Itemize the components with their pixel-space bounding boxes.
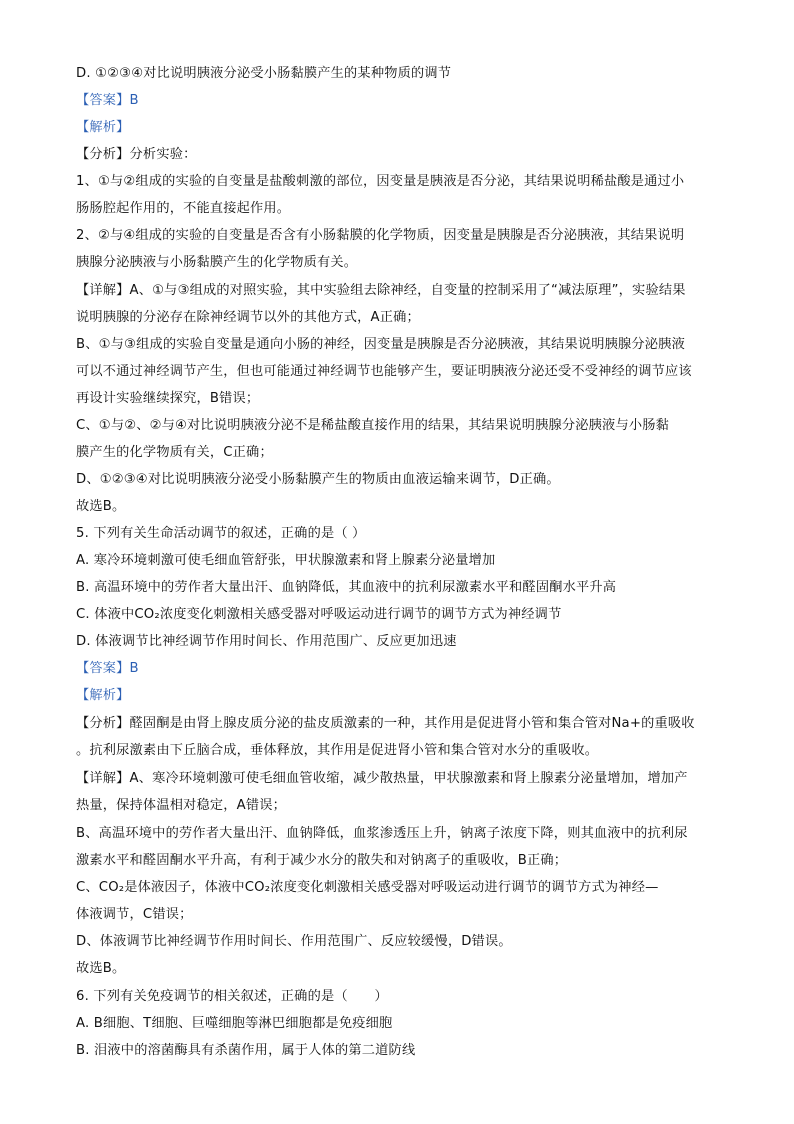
option-c-q5: C. 体液中CO₂浓度变化刺激相关感受器对呼吸运动进行调节的调节方式为神经调节 bbox=[76, 607, 562, 622]
answer-label-q5: 【答案】B bbox=[76, 661, 139, 676]
text-line: 胰腺分泌胰液与小肠黏膜产生的化学物质有关。 bbox=[76, 255, 358, 270]
conclusion-line: 故选B。 bbox=[76, 499, 126, 514]
text-line: 体液调节，C错误； bbox=[76, 907, 193, 922]
question-6-stem: 6. 下列有关免疫调节的相关叙述，正确的是（ ） bbox=[76, 989, 388, 1004]
text-line: 可以不通过神经调节产生，但也可能通过神经调节也能够产生，要证明胰液分泌还受不受神经的调节应该 bbox=[76, 364, 692, 379]
text-line: 。抗利尿激素由下丘脑合成，垂体释放，其作用是促进肾小管和集合管对水分的重吸收。 bbox=[76, 743, 599, 758]
text-line: C、①与②、②与④对比说明胰液分泌不是稀盐酸直接作用的结果，其结果说明胰腺分泌胰液与小肠黏 bbox=[76, 418, 669, 433]
option-b-q5: B. 高温环境中的劳作者大量出汗、血钠降低，其血液中的抗利尿激素水平和醛固酮水平升高 bbox=[76, 580, 617, 595]
text-line: 再设计实验继续探究，B错误； bbox=[76, 391, 260, 406]
text-line: 膜产生的化学物质有关，C正确； bbox=[76, 445, 273, 460]
text-line: D、①②③④对比说明胰液分泌受小肠黏膜产生的物质由血液运输来调节，D正确。 bbox=[76, 472, 560, 487]
conclusion-line: 故选B。 bbox=[76, 961, 126, 976]
detail-line: 【详解】A、寒冷环境刺激可使毛细血管收缩，减少散热量，甲状腺激素和肾上腺素分泌量增加，增加产 bbox=[76, 771, 688, 786]
text-line: 激素水平和醛固酮水平升高，有利于减少水分的散失和对钠离子的重吸收，B正确； bbox=[76, 853, 568, 868]
analysis-label-q5: 【解析】 bbox=[76, 688, 130, 703]
detail-line: 【详解】A、①与③组成的对照实验，其中实验组去除神经，自变量的控制采用了“减法原理”，实验结果 bbox=[76, 283, 686, 298]
analysis-heading-q4: 【分析】分析实验： bbox=[76, 147, 197, 162]
text-line: B、高温环境中的劳作者大量出汗、血钠降低，血浆渗透压上升，钠离子浓度下降，则其血液中的抗利尿 bbox=[76, 826, 688, 841]
text-line: C、CO₂是体液因子，体液中CO₂浓度变化刺激相关感受器对呼吸运动进行调节的调节方式为神经— bbox=[76, 880, 659, 895]
option-d-q5: D. 体液调节比神经调节作用时间长、作用范围广、反应更加迅速 bbox=[76, 634, 457, 649]
text-line: 1、①与②组成的实验的自变量是盐酸刺激的部位，因变量是胰液是否分泌，其结果说明稀盐酸是通过小 bbox=[76, 174, 685, 189]
text-line: B、①与③组成的实验自变量是通向小肠的神经，因变量是胰腺是否分泌胰液，其结果说明胰腺分泌胰液 bbox=[76, 337, 685, 352]
text-line: 2、②与④组成的实验的自变量是否含有小肠黏膜的化学物质，因变量是胰腺是否分泌胰液，其结果说明 bbox=[76, 228, 685, 243]
question-5-stem: 5. 下列有关生命活动调节的叙述，正确的是（ ） bbox=[76, 526, 366, 541]
answer-label-q4: 【答案】B bbox=[76, 93, 139, 108]
text-line: 【分析】醛固酮是由肾上腺皮质分泌的盐皮质激素的一种，其作用是促进肾小管和集合管对Na+的重吸收 bbox=[76, 716, 695, 731]
option-a-q6: A. B细胞、T细胞、巨噬细胞等淋巴细胞都是免疫细胞 bbox=[76, 1016, 393, 1031]
analysis-label-q4: 【解析】 bbox=[76, 120, 130, 135]
option-b-q6: B. 泪液中的溶菌酶具有杀菌作用，属于人体的第二道防线 bbox=[76, 1043, 416, 1058]
text-line: D、体液调节比神经调节作用时间长、作用范围广、反应较缓慢，D错误。 bbox=[76, 934, 512, 949]
text-line: 肠肠腔起作用的，不能直接起作用。 bbox=[76, 201, 291, 216]
text-line: 说明胰腺的分泌存在除神经调节以外的其他方式，A正确； bbox=[76, 310, 420, 325]
option-a-q5: A. 寒冷环境刺激可使毛细血管舒张，甲状腺激素和肾上腺素分泌量增加 bbox=[76, 553, 496, 568]
option-d-q4: D. ①②③④对比说明胰液分泌受小肠黏膜产生的某种物质的调节 bbox=[76, 66, 452, 81]
text-line: 热量，保持体温相对稳定，A错误； bbox=[76, 798, 287, 813]
